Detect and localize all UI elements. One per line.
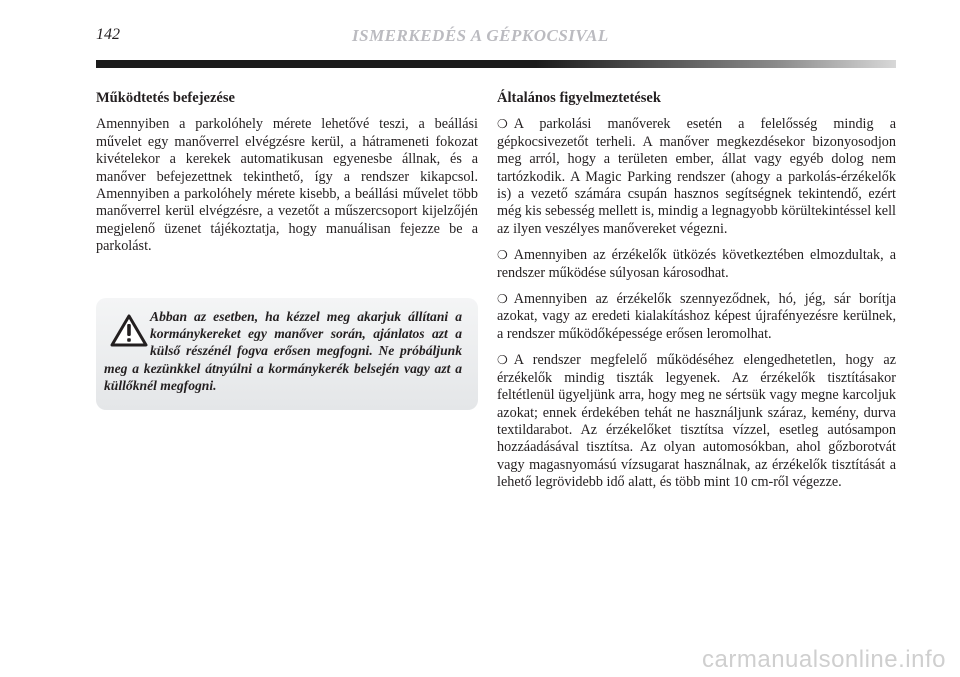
bullet-text: A rendszer megfelelő működéséhez elengedhetetlen, hogy az érzékelők mindig tiszták legyenek. Az érzékelők tisztításakor feltétlenül ügyeljünk arra, hogy meg ne sértsük vagy megne karcoljuk azokat; ennek érdekében tehát ne használjunk száraz, kemény, durva textildarabot. Az érzékelőket tisztítsa vízzel, esetleg autósampon hozzáadásával tisztítsa. Az olyan automosókban, ahol gőzborotvát vagy magasnyomású vízsugarat használnak, az érzékelők tisztítását a lehető legrövidebb idő alatt, és több mint 10 cm-ről végezze.	[497, 352, 896, 491]
bullet-item	[497, 291, 896, 343]
right-column	[497, 90, 896, 501]
warning-text-block	[104, 308, 462, 394]
bullet-text: Amennyiben az érzékelők ütközés következtében elmozdultak, a rendszer működése súlyosan károsodhat.	[497, 247, 896, 281]
bullet-circle-icon: ❍	[497, 117, 508, 132]
left-heading: Működtetés befejezése	[96, 90, 235, 106]
bullet-circle-icon: ❍	[497, 292, 508, 307]
warning-text: Abban az esetben, ha kézzel meg akarjuk állítani a kormánykereket egy manőver során, ajánlatos azt a külső részénél fogva erősen megfogni. Ne próbáljunk meg a kezünkkel átnyúlni a kormánykerék belsején vagy azt a küllőknél megfogni.	[104, 309, 462, 393]
bullet-circle-icon: ❍	[497, 353, 508, 368]
section-title: ISMERKEDÉS A GÉPKOCSIVAL	[352, 26, 609, 45]
bullet-item	[497, 352, 896, 491]
left-paragraph: Amennyiben a parkolóhely mérete lehetővé teszi, a beállási művelet egy manőverrel elvégzésre kerül, a hátrameneti fokozat kivételekor a kerekek automatikusan egyenesbe állnak, és a manőver befejezettnek tekinthető, így a rendszer kikapcsol. Amennyiben a parkolóhely mérete kisebb, a beállási művelet több manőverrel kerül elvégzésre, a vezetőt a műszercsoport kijelzőjén megjelenő üzenet tájékoztatja, hogy manuálisan fejezze be a parkolást.	[96, 116, 478, 255]
bullet-item	[497, 247, 896, 282]
bullet-circle-icon: ❍	[497, 248, 508, 263]
header-rule	[96, 60, 896, 68]
page-number: 142	[96, 26, 120, 43]
left-column	[96, 90, 478, 265]
bullet-text: A parkolási manőverek esetén a felelősség mindig a gépkocsivezetőt terheli. A manőver megkezdésekor bizonyosodjon meg arról, hogy a területen ember, állat vagy egyéb dolog nem tartózkodik. A Magic Parking rendszer (ahogy a parkolás-érzékelők is) a vezető számára csupán hasznos segítségnek tekintendő, ezért még kis sebesség mellett is, mindig a legnagyobb körültekintéssel kell az ilyen veszélyes manővereket végezni.	[497, 116, 896, 237]
bullet-text: Amennyiben az érzékelők szennyeződnek, hó, jég, sár borítja azokat, vagy az eredeti kialakításhoz képest újrafényezésre kerülnek, a rendszer működőképessége erősen leromolhat.	[497, 291, 896, 342]
right-heading: Általános figyelmeztetések	[497, 90, 661, 106]
watermark: carmanualsonline.info	[702, 646, 946, 673]
warning-box	[96, 298, 478, 410]
bullet-item	[497, 116, 896, 238]
